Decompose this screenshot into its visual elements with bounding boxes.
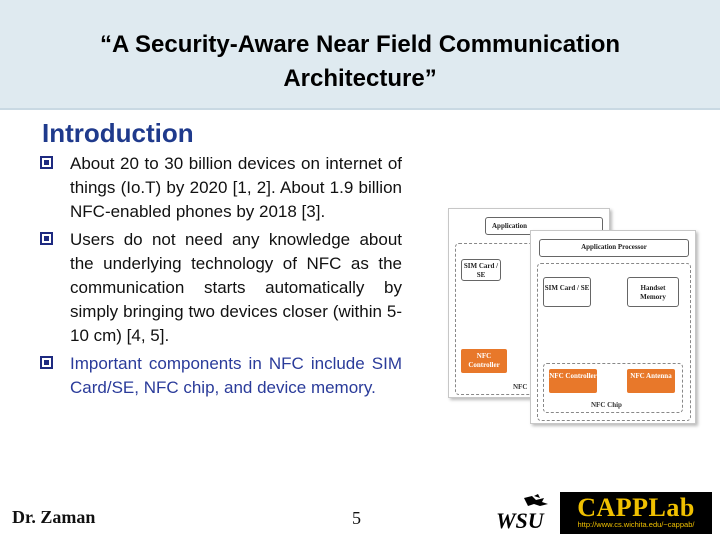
checkbox-bullet-icon [40, 356, 53, 369]
handset-memory-box: Handset Memory [627, 277, 679, 307]
checkbox-bullet-icon [40, 232, 53, 245]
page-number: 5 [352, 508, 361, 528]
sim-card-box-front: SIM Card / SE [543, 277, 591, 307]
footer-author: Dr. Zaman [12, 507, 96, 527]
application-processor-box: Application Processor [539, 239, 689, 257]
nfc-architecture-figure [444, 204, 696, 426]
bullet-text-2: Users do not need any knowledge about the underlying technology of NFC as the communication starts automatically by simply bringing two devices closer (within 5-10 cm) [4, 5]. [70, 230, 402, 345]
title-line-2: Architecture” [283, 65, 437, 92]
nfc-controller-box-front: NFC Controller [549, 369, 597, 393]
section-heading: Introduction [42, 118, 194, 148]
capplab-logo [560, 492, 712, 534]
bullet-list [40, 152, 402, 404]
nfc-antenna-box: NFC Antenna [627, 369, 675, 393]
wsu-logo-icon [494, 494, 552, 534]
title-line-1: “A Security-Aware Near Field Communication [99, 31, 621, 58]
nfc-label-back: NFC [513, 383, 528, 391]
nfc-chip-label: NFC Chip [591, 401, 622, 409]
phone-diagram-front [530, 230, 696, 424]
sim-card-box-back: SIM Card / SE [461, 259, 501, 281]
wsu-logo-text: WSU [496, 508, 544, 533]
capplab-title: CAPPLab [577, 493, 695, 522]
bullet-item-2 [40, 228, 402, 348]
bullet-item-3 [40, 352, 402, 400]
checkbox-bullet-icon [40, 156, 53, 169]
slide-title [30, 28, 690, 96]
capplab-url: http://www.cs.wichita.edu/~cappab/ [577, 520, 695, 529]
bullet-item-1 [40, 152, 402, 224]
application-box: Application [485, 217, 603, 235]
nfc-controller-box-back: NFC Controller [461, 349, 507, 373]
bullet-text-1: About 20 to 30 billion devices on internet of things (Io.T) by 2020 [1, 2]. About 1.9 billion NFC-enabled phones by 2018 [3]. [70, 154, 402, 221]
bullet-text-3: Important components in NFC include SIM Card/SE, NFC chip, and device memory. [70, 354, 402, 397]
title-band [0, 0, 720, 110]
